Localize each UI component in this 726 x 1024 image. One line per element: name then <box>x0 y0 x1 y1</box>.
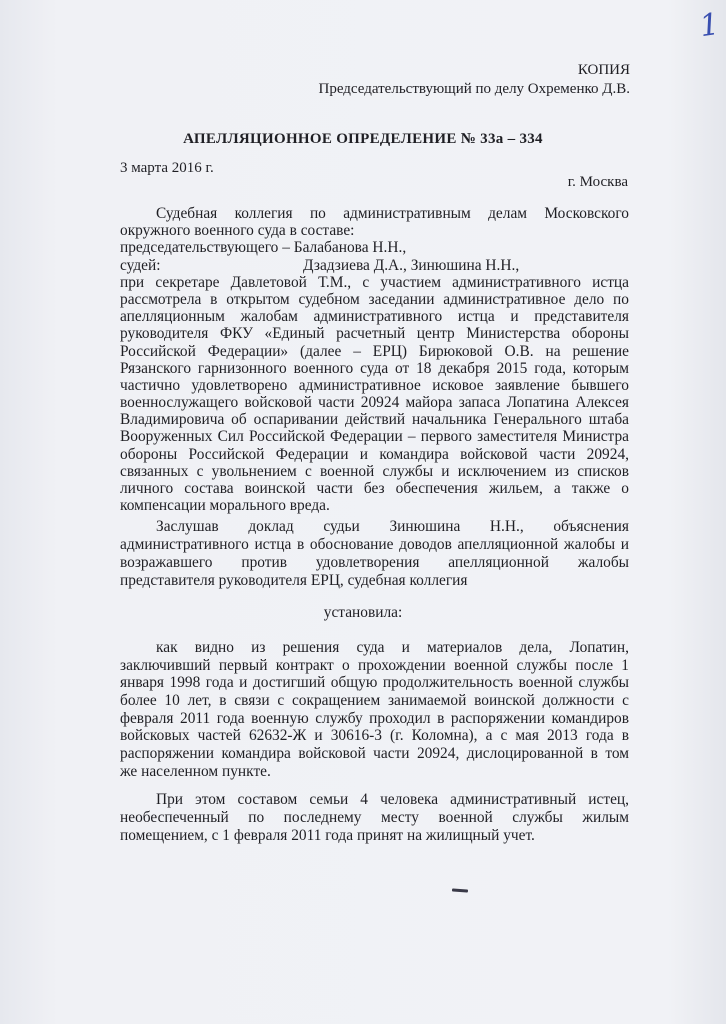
text-line: Судебная коллегия по административным делам Московского <box>156 205 629 222</box>
text-line: войсковых частей 62632-Ж и 30616-3 (г. Коломна), а с мая 2013 года в <box>120 727 629 745</box>
text-line: Российской Федерации» (далее – ЕРЦ) Бирюковой О.В. на решение <box>120 342 629 360</box>
text-line: же населенном пункте. <box>120 762 271 780</box>
text-line: представителя руководителя ЕРЦ, судебная коллегия <box>120 572 468 589</box>
text-line: января 1998 года и достигший общую продолжительность военной службы <box>120 674 629 692</box>
judges-names: Дзадзиева Д.А., Зинюшина Н.Н., <box>303 256 520 274</box>
text-line: при секретаре Давлетовой Т.М., с участием административного истца <box>120 273 629 291</box>
document-city: г. Москва <box>567 174 628 190</box>
judges-label: судей: <box>120 256 161 274</box>
paragraph-1 <box>120 639 629 781</box>
text-line: февраля 2011 года военную службу проходил в распоряжении командиров <box>120 709 629 727</box>
text-line: связанных с увольнением с военной службы и исключением из списков <box>120 462 629 480</box>
text-line: обороны Российской Федерации и командира войсковой части 20924, <box>120 445 629 463</box>
text-line: возражавшего против удовлетворения апелляционной жалобы <box>120 554 629 571</box>
text-line: руководителя ФКУ «Единый расчетный центр Министерства обороны <box>120 325 629 343</box>
text-line: распоряжении командира войсковой части 20924, дислоцированной в том <box>120 745 629 763</box>
copy-label: КОПИЯ <box>577 62 630 78</box>
text-line: административного истца в обоснование доводов апелляционной жалобы и <box>120 536 629 553</box>
presiding-judge: Председательствующий по делу Охременко Д.В. <box>318 81 630 97</box>
text-line: Рязанского гарнизонного военного суда от 18 декабря 2015 года, которым <box>120 359 629 377</box>
judges-line <box>120 257 629 274</box>
text-line: заключивший первый контракт о прохождении военной службы после 1 <box>120 656 629 674</box>
handwritten-page-number: 1 <box>697 6 722 45</box>
text-line: рассмотрела в открытом судебном заседании административное дело по <box>120 290 629 308</box>
intro-paragraph <box>120 205 629 514</box>
text-line: компенсации морального вреда. <box>120 497 330 515</box>
text-line: личного состава воинской части без обеспечения жильем, а также о <box>120 480 629 497</box>
hearing-paragraph <box>120 518 629 590</box>
text-line: более 10 лет, в связи с сокращением занимаемой воинской должности с <box>120 692 629 710</box>
text-line: апелляционным жалобам административного истца и представителя <box>120 308 629 326</box>
paragraph-2 <box>120 791 629 845</box>
pen-mark <box>452 888 468 892</box>
document-title: АПЕЛЛЯЦИОННОЕ ОПРЕДЕЛЕНИЕ № 33а – 334 <box>183 131 543 147</box>
text-line: Вооруженных Сил Российской Федерации – первого заместителя Министра <box>120 428 629 446</box>
chairman-line: председательствующего – Балабанова Н.Н., <box>120 239 407 257</box>
text-line: окружного военного суда в составе: <box>120 222 355 240</box>
text-line: Владимировича об оспаривании действий начальника Генерального штаба <box>120 411 629 429</box>
established-heading: установила: <box>323 604 403 621</box>
text-line: При этом составом семьи 4 человека административный истец, <box>156 791 629 808</box>
text-line: частично удовлетворено административное исковое заявление бывшего <box>120 376 629 394</box>
text-line: помещением, с 1 февраля 2011 года принят на жилищный учет. <box>120 827 535 844</box>
text-line: необеспеченный по последнему месту военной службы жилым <box>120 809 629 826</box>
text-line: военнослужащего войсковой части 20924 майора запаса Лопатина Алексея <box>120 394 629 412</box>
text-line: как видно из решения суда и материалов дела, Лопатин, <box>156 639 629 656</box>
text-line: Заслушав доклад судьи Зинюшина Н.Н., объяснения <box>156 518 629 535</box>
document-date: 3 марта 2016 г. <box>120 160 214 176</box>
